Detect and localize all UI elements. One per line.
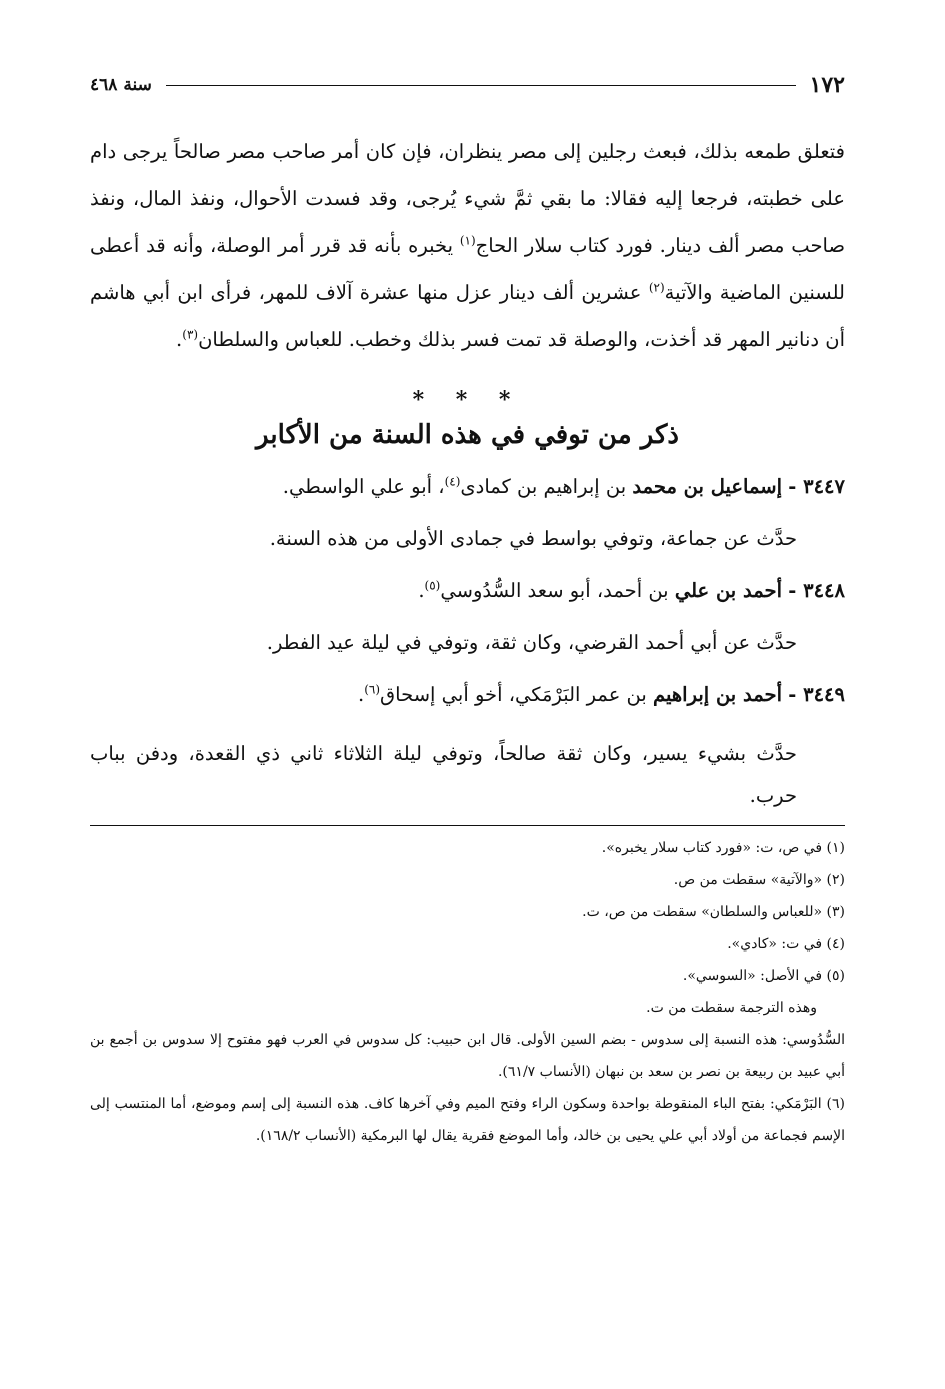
footnote-1: (١) في ص، ت: «فورد كتاب سلار يخبره». [601,840,845,856]
entry-note: حدَّث عن أبي أحمد القرضي، وكان ثقة، وتوفي في ليلة عيد الفطر. [266,631,797,654]
footnotes [90,832,845,1152]
header-rule [166,85,796,86]
entry-3448 [90,571,845,611]
paragraph-part1: فتعلق طمعه بذلك، فبعث رجلين إلى مصر ينظران، فإن كان أمر صاحب مصر صالحاً يرجى دام على خطبته، فرجعا إليه فقالا: ما بقي ثمَّ شيء يُرجى، وقد فسدت الأحوال، ونفذ المال، ونفذ صاحب مصر ألف دينار. فورد كتاب سلار الحاج [90,140,846,257]
footnote-5-sadusi-note: السُّدُوسي: هذه النسبة إلى سدوس - بضم السين الأولى. قال ابن حبيب: كل سدوس في العرب فهو مفتوح إلا سدوس بن أجمع بن أبي عبيد بن ربيعة بن نصر بن سعد بن نبهان (الأنساب ٦١/٧). [90,1032,845,1080]
footnote-4: (٤) في ت: «كادي». [727,936,845,952]
entry-lineage: بن عمر البَرْمَكي، أخو أبي إسحاق [380,683,653,706]
entry-3449 [90,675,845,715]
footnote-5-continued: وهذه الترجمة سقطت من ت. [646,1000,817,1016]
entry-number: ٣٤٤٩ - [788,683,845,706]
entry-name: أحمد بن إبراهيم [653,683,782,706]
year-label: سنة ٤٦٨ [90,75,152,95]
entry-number: ٣٤٤٨ - [788,579,845,602]
entry-tail: ، أبو علي الواسطي. [282,475,445,498]
entry-lineage: بن إبراهيم بن كمادى [460,475,633,498]
entry-note: حدَّث عن جماعة، وتوفي بواسط في جمادى الأولى من هذه السنة. [269,527,797,550]
footnote-rule [90,825,845,826]
paragraph-part3: عشرين ألف دينار عزل منها عشرة آلاف للمهر، فرأى ابن أبي هاشم أن دنانير المهر قد أخذت، والوصلة قد تمت فسر بذلك وخطب. للعباس والسلطان [90,281,845,351]
entry-name: إسماعيل بن محمد [632,475,782,498]
footnote-ref-5: (٥) [424,578,441,593]
footnote-2: (٢) «والآتية» سقطت من ص. [673,872,845,888]
paragraph-end: . [176,328,183,351]
section-separator: * * * [412,387,523,413]
footnote-ref-4: (٤) [444,474,461,489]
section-title: ذكر من توفي في هذه السنة من الأكابر [255,420,679,450]
entry-number: ٣٤٤٧ - [788,475,845,498]
entry-tail: . [358,683,365,706]
entry-lineage: بن أحمد، أبو سعد السُّدُوسي [440,579,675,602]
footnote-ref-2: (٢) [648,280,665,295]
page-number: ١٧٢ [809,72,845,98]
footnote-ref-3: (٣) [182,327,199,342]
entry-3447 [90,467,845,507]
entry-tail: . [418,579,425,602]
footnote-ref-1: (١) [459,233,476,248]
paragraph-part2: يخبره بأنه قد قرر أمر الوصلة، وأنه قد أعطى للسنين الماضية والآتية [90,234,845,304]
entry-note: حدَّث بشيء يسير، وكان ثقة صالحاً، وتوفي ليلة الثلاثاء ثاني ذي القعدة، ودفن بباب حرب. [90,742,797,807]
entry-name: أحمد بن علي [674,579,782,602]
main-paragraph [90,128,845,363]
page-header [90,60,845,110]
footnote-3: (٣) «للعباس والسلطان» سقطت من ص، ت. [582,904,845,920]
footnote-5: (٥) في الأصل: «السوسي». [682,968,845,984]
footnote-6: (٦) البَرْمَكي: بفتح الباء المنقوطة بواحدة وسكون الراء وفتح الميم وفي آخرها كاف. هذه النسبة إلى إسم وموضع، أما المنتسب إلى الإسم فجماعة من أولاد أبي علي يحيى بن خالد، وأما الموضع فقرية يقال لها البرمكية (الأنساب ١٦٨/٢). [90,1096,845,1144]
footnote-ref-6: (٦) [364,682,381,697]
